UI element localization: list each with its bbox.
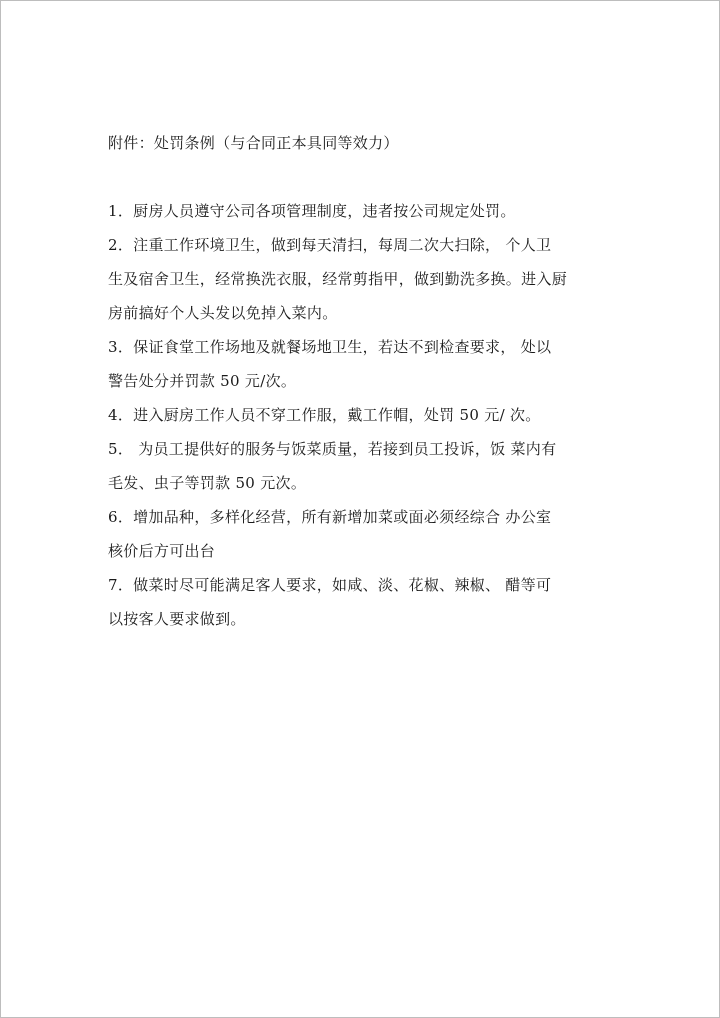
clause-line: 核价后方可出台 (108, 542, 216, 560)
clause-7 (108, 572, 628, 632)
clause-3 (108, 334, 628, 394)
clause-line: 7．做菜时尽可能满足客人要求，如咸、淡、花椒、辣椒、 醋等可 (108, 576, 552, 594)
clause-line: 以按客人要求做到。 (108, 610, 246, 628)
clause-5 (108, 436, 628, 496)
clause-line: 生及宿舍卫生，经常换洗衣服，经常剪指甲，做到勤洗多换。进入厨 (108, 270, 568, 288)
clause-2 (108, 232, 628, 326)
clause-4 (108, 402, 628, 428)
clause-line: 3．保证食堂工作场地及就餐场地卫生，若达不到检查要求， 处以 (108, 338, 552, 356)
clause-line: 4．进入厨房工作人员不穿工作服，戴工作帽，处罚 50 元/ 次。 (108, 406, 541, 424)
clause-1 (108, 198, 628, 224)
clause-line: 6．增加品种，多样化经营，所有新增加菜或面必须经综合 办公室 (108, 508, 552, 526)
clause-line: 1．厨房人员遵守公司各项管理制度，违者按公司规定处罚。 (108, 202, 516, 220)
clause-line: 5． 为员工提供好的服务与饭菜质量，若接到员工投诉，饭 菜内有 (108, 440, 557, 458)
clause-line: 警告处分并罚款 50 元/次。 (108, 372, 297, 390)
clause-6 (108, 504, 628, 564)
clause-line: 2．注重工作环境卫生，做到每天清扫，每周二次大扫除， 个人卫 (108, 236, 552, 254)
clause-line: 房前搞好个人头发以免掉入菜内。 (108, 304, 338, 322)
clause-line: 毛发、虫子等罚款 50 元次。 (108, 474, 307, 492)
document-title: 附件：处罚条例（与合同正本具同等效力） (108, 134, 399, 152)
document-body (108, 130, 628, 640)
